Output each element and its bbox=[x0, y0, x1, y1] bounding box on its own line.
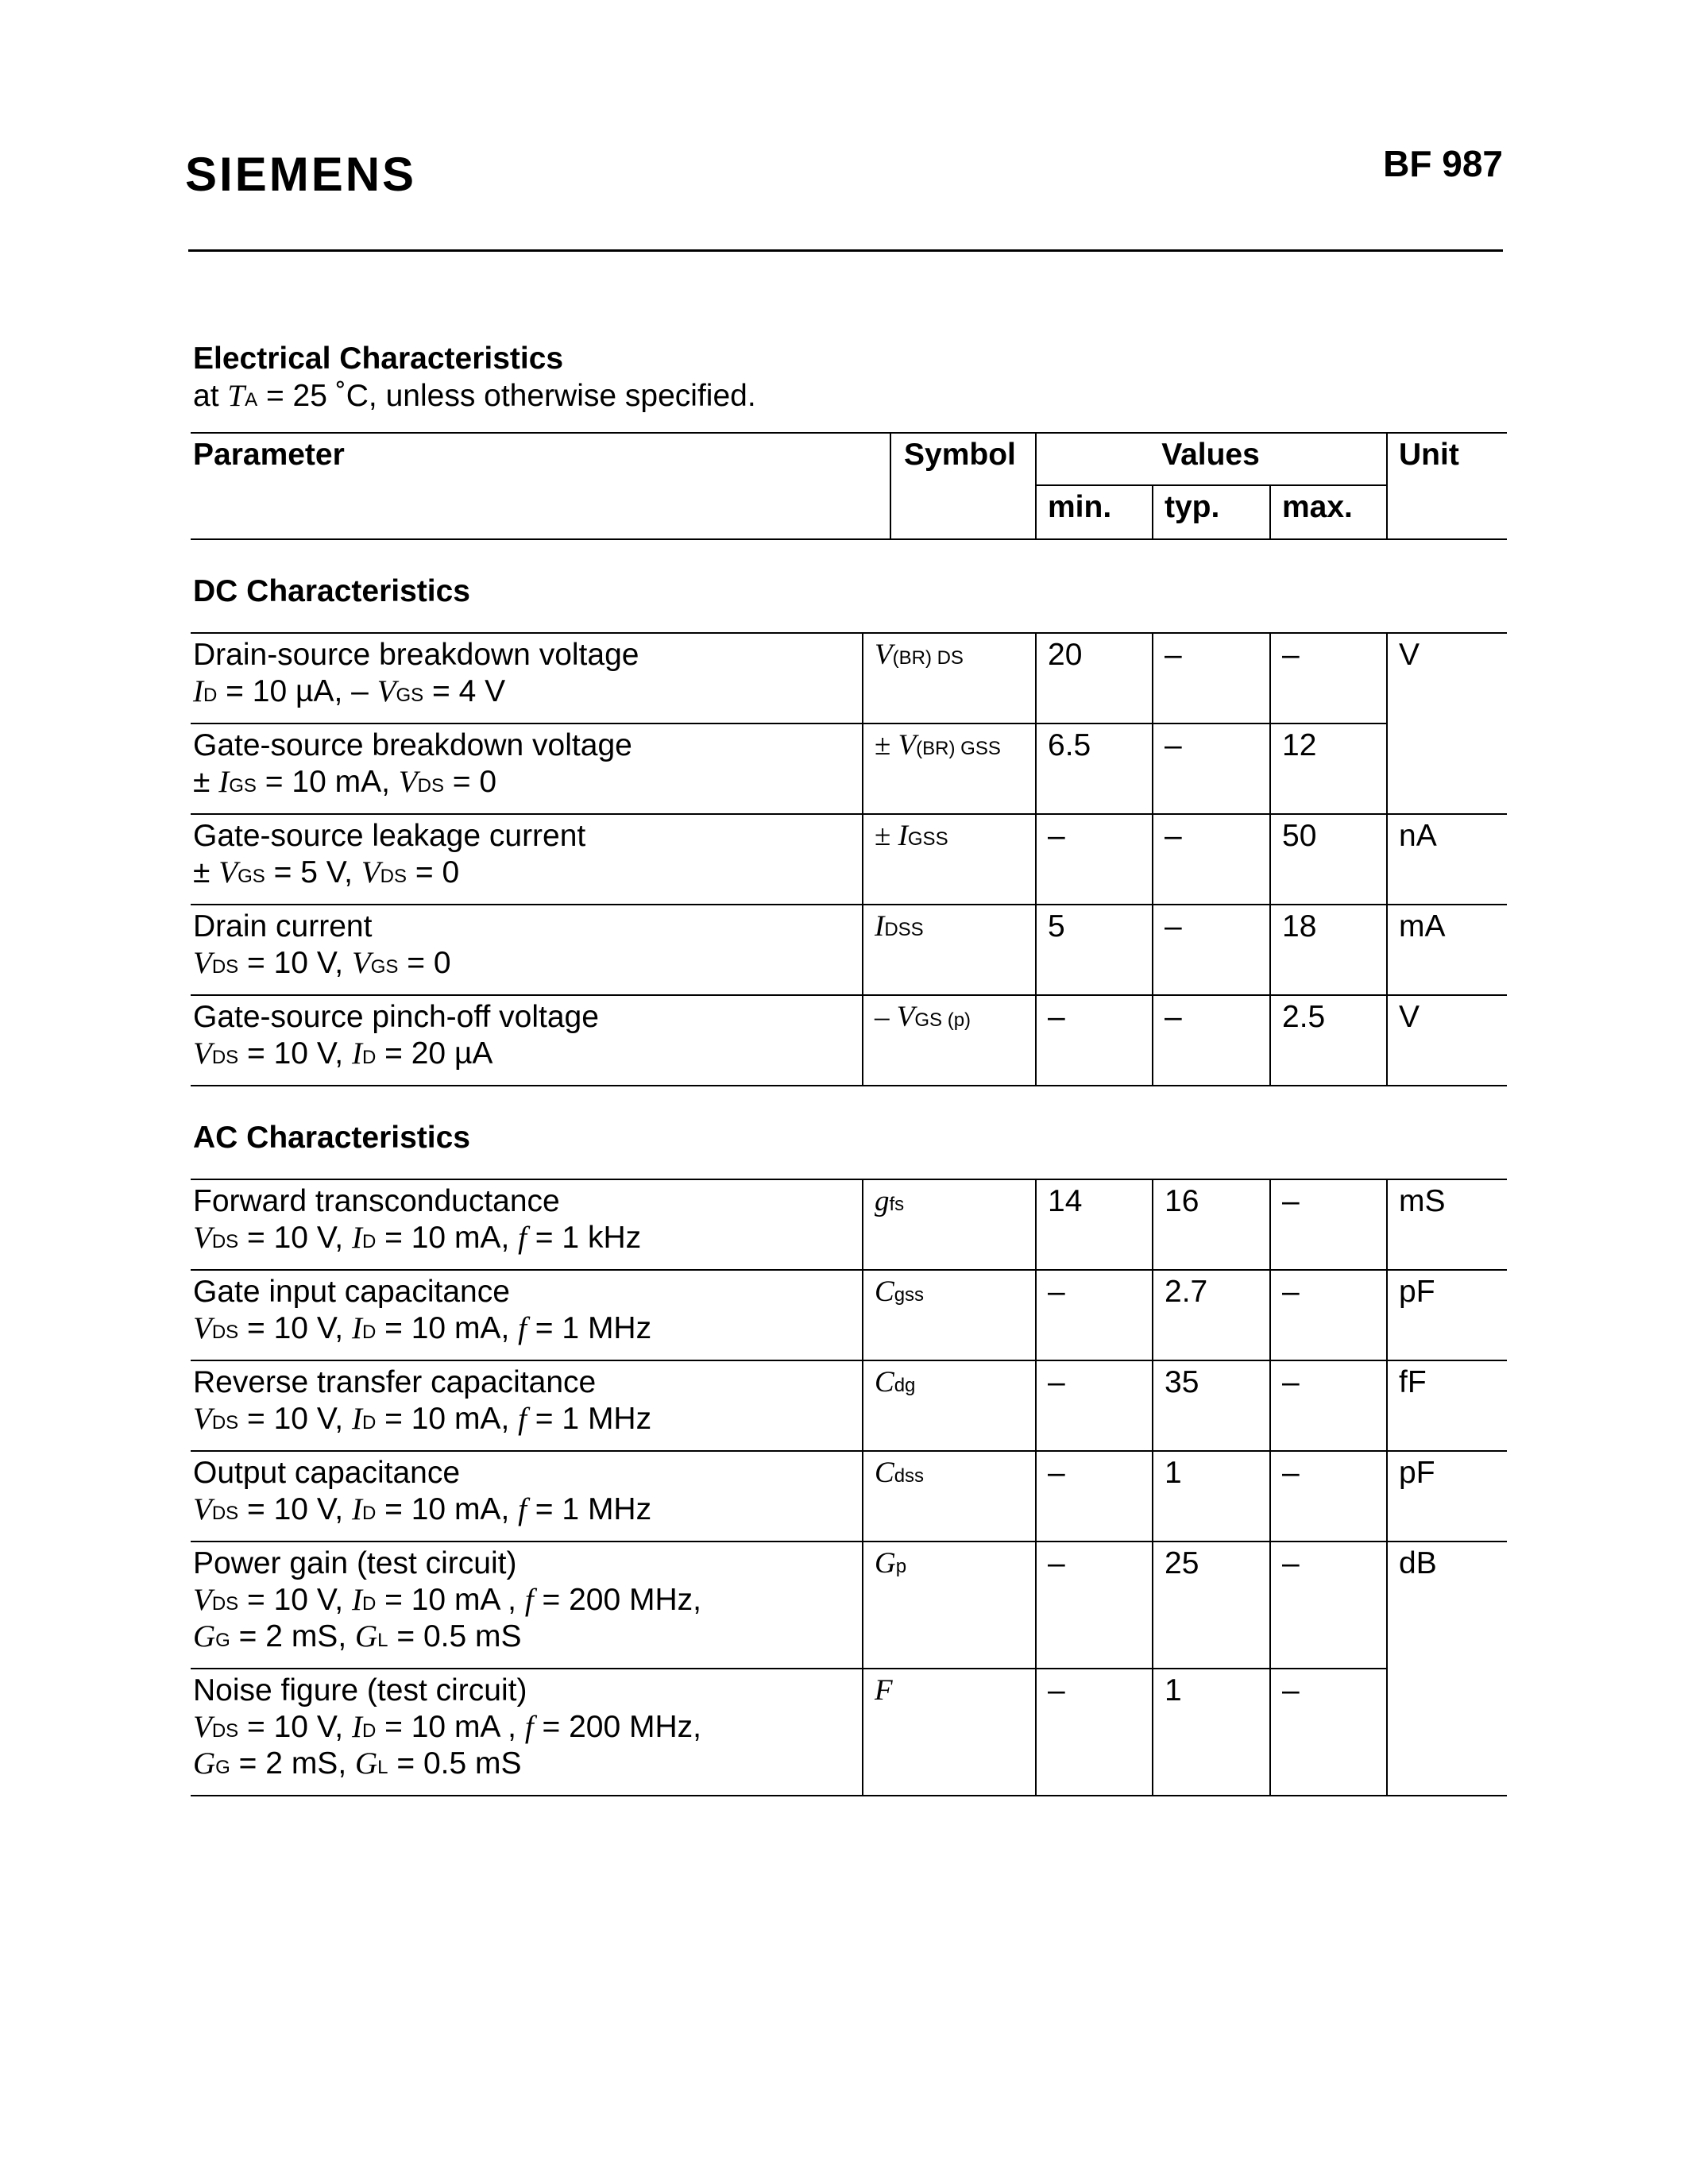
dc-symbol: ± V(BR) GSS bbox=[875, 729, 1001, 762]
ac-min-value: – bbox=[1048, 1456, 1065, 1490]
header-values: Values bbox=[1161, 438, 1260, 472]
ac-typ-value: 1 bbox=[1165, 1456, 1182, 1490]
dc-top-rule bbox=[191, 632, 1507, 634]
dc-symbol: IDSS bbox=[875, 910, 924, 943]
dc-max-value: 18 bbox=[1282, 909, 1317, 943]
ac-min-value: – bbox=[1048, 1275, 1065, 1309]
ac-unit: mS bbox=[1399, 1184, 1446, 1218]
ac-param-name: Output capacitance bbox=[193, 1456, 461, 1490]
ac-symbol: Cdss bbox=[875, 1457, 925, 1489]
ac-typ-value: 1 bbox=[1165, 1673, 1182, 1707]
ac-max-value: – bbox=[1282, 1456, 1300, 1490]
siemens-logo: SIEMENS bbox=[185, 148, 417, 201]
dc-column-divider bbox=[1386, 632, 1388, 1085]
ac-param-name: Noise figure (test circuit) bbox=[193, 1673, 527, 1707]
dc-typ-value: – bbox=[1165, 819, 1182, 853]
dc-symbol: ± IGSS bbox=[875, 820, 948, 852]
dc-column-divider bbox=[1269, 632, 1271, 1085]
ac-max-value: – bbox=[1282, 1365, 1300, 1399]
ac-param-name: Forward transconductance bbox=[193, 1184, 560, 1218]
dc-param-name: Gate-source leakage current bbox=[193, 819, 586, 853]
dc-min-value: 20 bbox=[1048, 638, 1083, 672]
ac-column-divider bbox=[1152, 1179, 1153, 1795]
dc-min-value: – bbox=[1048, 819, 1065, 853]
ac-column-divider bbox=[1386, 1179, 1388, 1795]
dc-unit: V bbox=[1399, 1000, 1420, 1034]
subtitle-variable: T bbox=[227, 379, 245, 413]
header-unit: Unit bbox=[1399, 438, 1459, 472]
dc-unit: mA bbox=[1399, 909, 1446, 943]
dc-max-value: – bbox=[1282, 638, 1300, 672]
ac-unit: dB bbox=[1399, 1546, 1437, 1580]
ac-row-rule bbox=[191, 1668, 1386, 1669]
header-min: min. bbox=[1048, 490, 1112, 524]
ac-row-rule bbox=[191, 1360, 1507, 1361]
ac-row-rule bbox=[191, 1450, 1507, 1452]
ac-row-rule bbox=[191, 1269, 1507, 1271]
dc-max-value: 2.5 bbox=[1282, 1000, 1326, 1034]
ac-column-divider bbox=[1035, 1179, 1037, 1795]
ac-param-condition: VDS = 10 V, ID = 10 mA , f = 200 MHz, bbox=[193, 1583, 701, 1617]
ac-param-condition: VDS = 10 V, ID = 10 mA, f = 1 kHz bbox=[193, 1221, 642, 1255]
dc-param-condition: VDS = 10 V, ID = 20 µA bbox=[193, 1036, 493, 1071]
dc-section-title: DC Characteristics bbox=[193, 574, 470, 608]
dc-max-value: 50 bbox=[1282, 819, 1317, 853]
dc-min-value: 6.5 bbox=[1048, 728, 1091, 762]
ac-param-condition-2: GG = 2 mS, GL = 0.5 mS bbox=[193, 1619, 522, 1653]
ac-param-condition: VDS = 10 V, ID = 10 mA , f = 200 MHz, bbox=[193, 1710, 701, 1744]
dc-unit: V bbox=[1399, 638, 1420, 672]
ac-section-title: AC Characteristics bbox=[193, 1121, 470, 1155]
dc-param-condition: ID = 10 µA, – VGS = 4 V bbox=[193, 674, 506, 708]
dc-min-value: 5 bbox=[1048, 909, 1065, 943]
dc-param-condition: ± IGS = 10 mA, VDS = 0 bbox=[193, 765, 497, 799]
header-divider bbox=[188, 249, 1503, 252]
dc-typ-value: – bbox=[1165, 638, 1182, 672]
ac-typ-value: 16 bbox=[1165, 1184, 1199, 1218]
ac-typ-value: 2.7 bbox=[1165, 1275, 1208, 1309]
dc-row-rule bbox=[191, 813, 1507, 815]
dc-typ-value: – bbox=[1165, 1000, 1182, 1034]
ac-param-condition: VDS = 10 V, ID = 10 mA, f = 1 MHz bbox=[193, 1492, 652, 1526]
dc-param-condition: ± VGS = 5 V, VDS = 0 bbox=[193, 855, 460, 889]
subtitle-subscript: A bbox=[245, 389, 258, 411]
ac-symbol: Gp bbox=[875, 1547, 907, 1580]
ac-top-rule bbox=[191, 1179, 1507, 1180]
section-subtitle bbox=[193, 377, 756, 419]
ac-typ-value: 35 bbox=[1165, 1365, 1199, 1399]
ac-param-condition-2: GG = 2 mS, GL = 0.5 mS bbox=[193, 1746, 522, 1781]
dc-row-rule bbox=[191, 723, 1386, 724]
ac-min-value: – bbox=[1048, 1673, 1065, 1707]
ac-column-divider bbox=[1269, 1179, 1271, 1795]
ac-param-condition: VDS = 10 V, ID = 10 mA, f = 1 MHz bbox=[193, 1402, 652, 1436]
dc-max-value: 12 bbox=[1282, 728, 1317, 762]
ac-symbol: Cdg bbox=[875, 1366, 916, 1399]
dc-param-name: Drain-source breakdown voltage bbox=[193, 638, 639, 672]
ac-unit: pF bbox=[1399, 1275, 1435, 1309]
dc-param-name: Drain current bbox=[193, 909, 373, 943]
header-symbol-divider bbox=[890, 432, 891, 538]
ac-min-value: – bbox=[1048, 1365, 1065, 1399]
ac-param-name: Power gain (test circuit) bbox=[193, 1546, 517, 1580]
header-bottom-rule bbox=[191, 538, 1507, 540]
dc-row-rule bbox=[191, 994, 1507, 996]
ac-param-name: Reverse transfer capacitance bbox=[193, 1365, 597, 1399]
ac-max-value: – bbox=[1282, 1673, 1300, 1707]
ac-param-condition: VDS = 10 V, ID = 10 mA, f = 1 MHz bbox=[193, 1311, 652, 1345]
dc-symbol: – VGS (p) bbox=[875, 1001, 971, 1033]
dc-param-name: Gate-source pinch-off voltage bbox=[193, 1000, 599, 1034]
ac-min-value: – bbox=[1048, 1546, 1065, 1580]
ac-max-value: – bbox=[1282, 1275, 1300, 1309]
header-max: max. bbox=[1282, 490, 1353, 524]
dc-column-divider bbox=[1035, 632, 1037, 1085]
dc-row-rule bbox=[191, 1085, 1507, 1086]
header-unit-divider bbox=[1386, 432, 1388, 538]
ac-row-rule bbox=[191, 1541, 1507, 1542]
ac-row-rule bbox=[191, 1795, 1507, 1796]
ac-symbol: gfs bbox=[875, 1185, 905, 1217]
dc-row-rule bbox=[191, 904, 1507, 905]
dc-unit: nA bbox=[1399, 819, 1437, 853]
header-typ-divider bbox=[1152, 484, 1153, 538]
values-subheader-rule bbox=[1035, 484, 1386, 486]
dc-typ-value: – bbox=[1165, 909, 1182, 943]
ac-symbol: F bbox=[875, 1674, 893, 1707]
ac-typ-value: 25 bbox=[1165, 1546, 1199, 1580]
dc-symbol: V(BR) DS bbox=[875, 639, 964, 671]
ac-unit: pF bbox=[1399, 1456, 1435, 1490]
part-number: BF 987 bbox=[1383, 143, 1503, 184]
dc-typ-value: – bbox=[1165, 728, 1182, 762]
subtitle-prefix: at bbox=[193, 379, 219, 413]
header-top-rule bbox=[191, 432, 1507, 434]
ac-column-divider bbox=[862, 1179, 863, 1795]
header-parameter: Parameter bbox=[193, 438, 345, 472]
ac-min-value: 14 bbox=[1048, 1184, 1083, 1218]
dc-param-name: Gate-source breakdown voltage bbox=[193, 728, 632, 762]
section-title: Electrical Characteristics bbox=[193, 341, 564, 376]
header-symbol: Symbol bbox=[904, 438, 1016, 472]
header-typ: typ. bbox=[1165, 490, 1220, 524]
ac-max-value: – bbox=[1282, 1184, 1300, 1218]
ac-param-name: Gate input capacitance bbox=[193, 1275, 510, 1309]
dc-param-condition: VDS = 10 V, VGS = 0 bbox=[193, 946, 451, 980]
dc-column-divider bbox=[1152, 632, 1153, 1085]
header-max-divider bbox=[1269, 484, 1271, 538]
subtitle-suffix: = 25 ˚C, unless otherwise specified. bbox=[265, 379, 756, 413]
ac-symbol: Cgss bbox=[875, 1275, 925, 1308]
ac-max-value: – bbox=[1282, 1546, 1300, 1580]
ac-unit: fF bbox=[1399, 1365, 1427, 1399]
dc-column-divider bbox=[862, 632, 863, 1085]
dc-min-value: – bbox=[1048, 1000, 1065, 1034]
